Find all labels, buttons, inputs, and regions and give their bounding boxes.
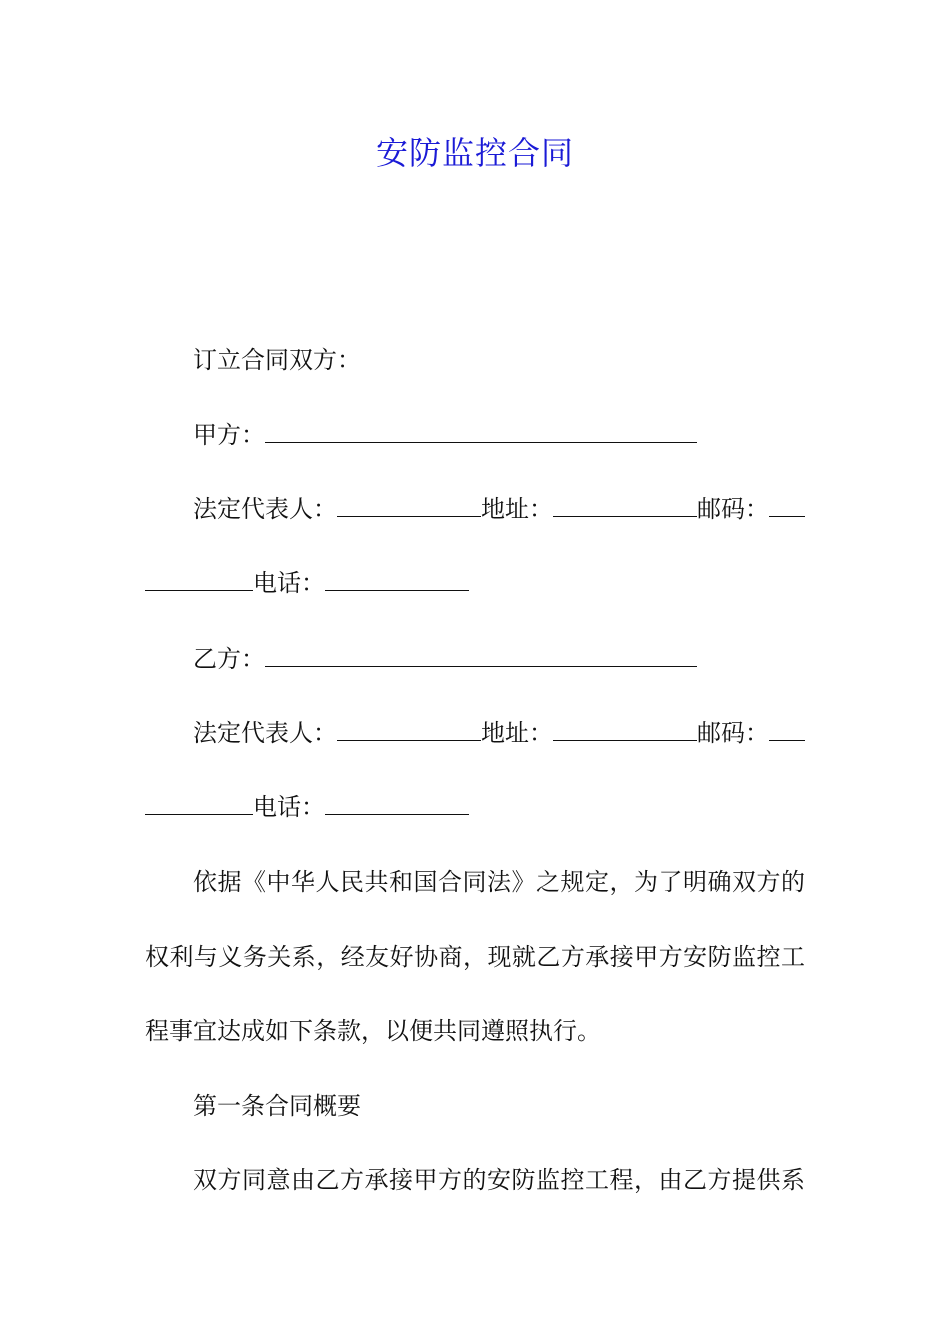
party-b-address-field[interactable] xyxy=(553,714,697,741)
basis-paragraph-line-1: 依据《中华人民共和国合同法》之规定，为了明确双方的 xyxy=(193,868,805,896)
party-a-address-label: 地址： xyxy=(481,495,553,523)
document-title: 安防监控合同 xyxy=(375,134,574,172)
party-a-phone-label: 电话： xyxy=(253,569,325,597)
article-1-heading: 第一条合同概要 xyxy=(193,1092,361,1120)
party-a-postcode-field[interactable] xyxy=(769,490,805,517)
party-a-name-field[interactable] xyxy=(265,416,697,443)
party-b-phone-label: 电话： xyxy=(253,793,325,821)
party-a-details-line xyxy=(193,489,805,529)
party-b-details-line-2 xyxy=(145,787,469,827)
party-a-postcode-field-cont[interactable] xyxy=(145,564,253,591)
party-a-details-line-2 xyxy=(145,563,469,603)
party-a-rep-field[interactable] xyxy=(337,490,481,517)
party-a-label: 甲方： xyxy=(193,421,265,449)
party-b-postcode-field[interactable] xyxy=(769,714,805,741)
party-b-rep-field[interactable] xyxy=(337,714,481,741)
article-1-text-line-1: 双方同意由乙方承接甲方的安防监控工程，由乙方提供系 xyxy=(193,1166,805,1194)
party-b-line xyxy=(193,639,697,679)
basis-paragraph-line-2: 权利与义务关系，经友好协商，现就乙方承接甲方安防监控工 xyxy=(145,943,805,971)
party-b-name-field[interactable] xyxy=(265,640,697,667)
party-b-postcode-label: 邮码： xyxy=(697,719,769,747)
party-b-phone-field[interactable] xyxy=(325,788,469,815)
party-a-line xyxy=(193,415,697,455)
party-b-details-line xyxy=(193,713,805,753)
party-b-address-label: 地址： xyxy=(481,719,553,747)
party-a-rep-label: 法定代表人： xyxy=(193,495,337,523)
party-b-rep-label: 法定代表人： xyxy=(193,719,337,747)
party-a-phone-field[interactable] xyxy=(325,564,469,591)
contract-parties-intro: 订立合同双方： xyxy=(193,346,361,374)
party-a-postcode-label: 邮码： xyxy=(697,495,769,523)
party-a-address-field[interactable] xyxy=(553,490,697,517)
basis-paragraph-line-3: 程事宜达成如下条款，以便共同遵照执行。 xyxy=(145,1017,601,1045)
party-b-label: 乙方： xyxy=(193,645,265,673)
party-b-postcode-field-cont[interactable] xyxy=(145,788,253,815)
